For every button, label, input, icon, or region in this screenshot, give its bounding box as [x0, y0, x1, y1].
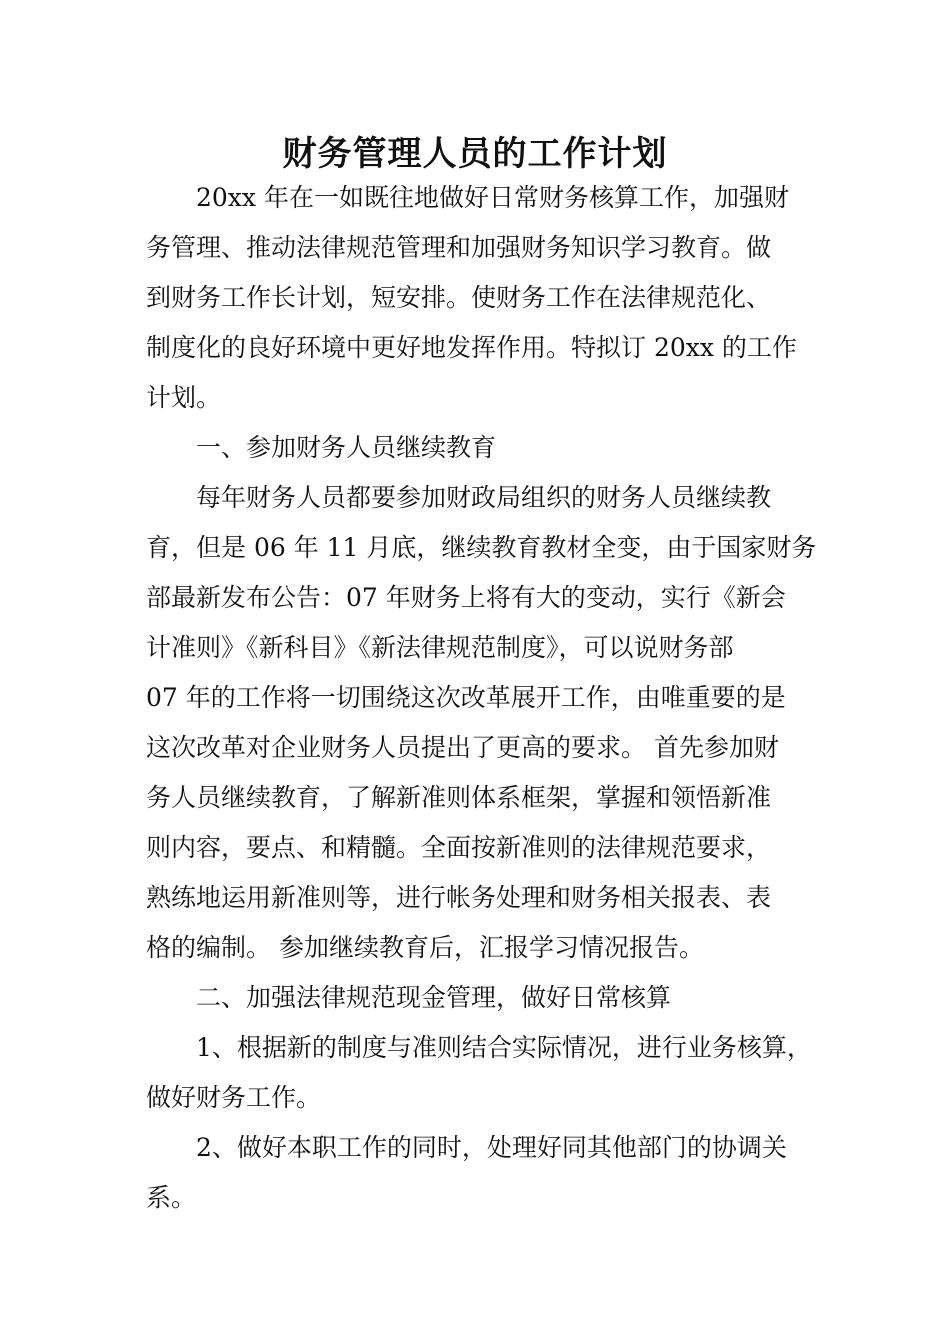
paragraph-line: 07 年的工作将一切围绕这次改革展开工作，由唯重要的是 [146, 683, 786, 712]
section-heading: 一、参加财务人员继续教育 [196, 433, 497, 462]
paragraph-line: 这次改革对企业财务人员提出了更高的要求。 首先参加财 [146, 733, 779, 762]
paragraph-line: 计准则》《新科目》《新法律规范制度》，可以说财务部 [146, 633, 734, 662]
list-item-line: 系。 [146, 1183, 197, 1212]
paragraph-line: 制度化的良好环境中更好地发挥作用。特拟订 20xx 的工作 [146, 333, 797, 362]
section-heading: 二、加强法律规范现金管理，做好日常核算 [196, 983, 672, 1012]
list-item-line: 1、根据新的制度与准则结合实际情况，进行业务核算， [196, 1033, 812, 1062]
paragraph-line: 计划。 [146, 383, 222, 412]
paragraph-line: 到财务工作长计划，短安排。使财务工作在法律规范化、 [146, 283, 772, 312]
list-item-line: 2、做好本职工作的同时，处理好同其他部门的协调关 [196, 1133, 787, 1162]
paragraph-line: 每年财务人员都要参加财政局组织的财务人员继续教 [196, 483, 772, 512]
paragraph-line: 务管理、推动法律规范管理和加强财务知识学习教育。做 [146, 233, 772, 262]
paragraph-line: 务人员继续教育，了解新准则体系框架，掌握和领悟新准 [146, 783, 772, 812]
paragraph-line: 20xx 年在一如既往地做好日常财务核算工作，加强财 [196, 183, 789, 212]
paragraph-line: 则内容，要点、和精髓。全面按新准则的法律规范要求， [146, 833, 772, 862]
paragraph-line: 育，但是 06 年 11 月底，继续教育教材全变，由于国家财务 [146, 533, 817, 562]
paragraph-line: 格的编制。 参加继续教育后，汇报学习情况报告。 [146, 933, 704, 962]
document-title: 财务管理人员的工作计划 [282, 134, 668, 174]
list-item-line: 做好财务工作。 [146, 1083, 322, 1112]
paragraph-line: 熟练地运用新准则等，进行帐务处理和财务相关报表、表 [146, 883, 772, 912]
paragraph-line: 部最新发布公告：07 年财务上将有大的变动，实行《新会 [146, 583, 786, 612]
